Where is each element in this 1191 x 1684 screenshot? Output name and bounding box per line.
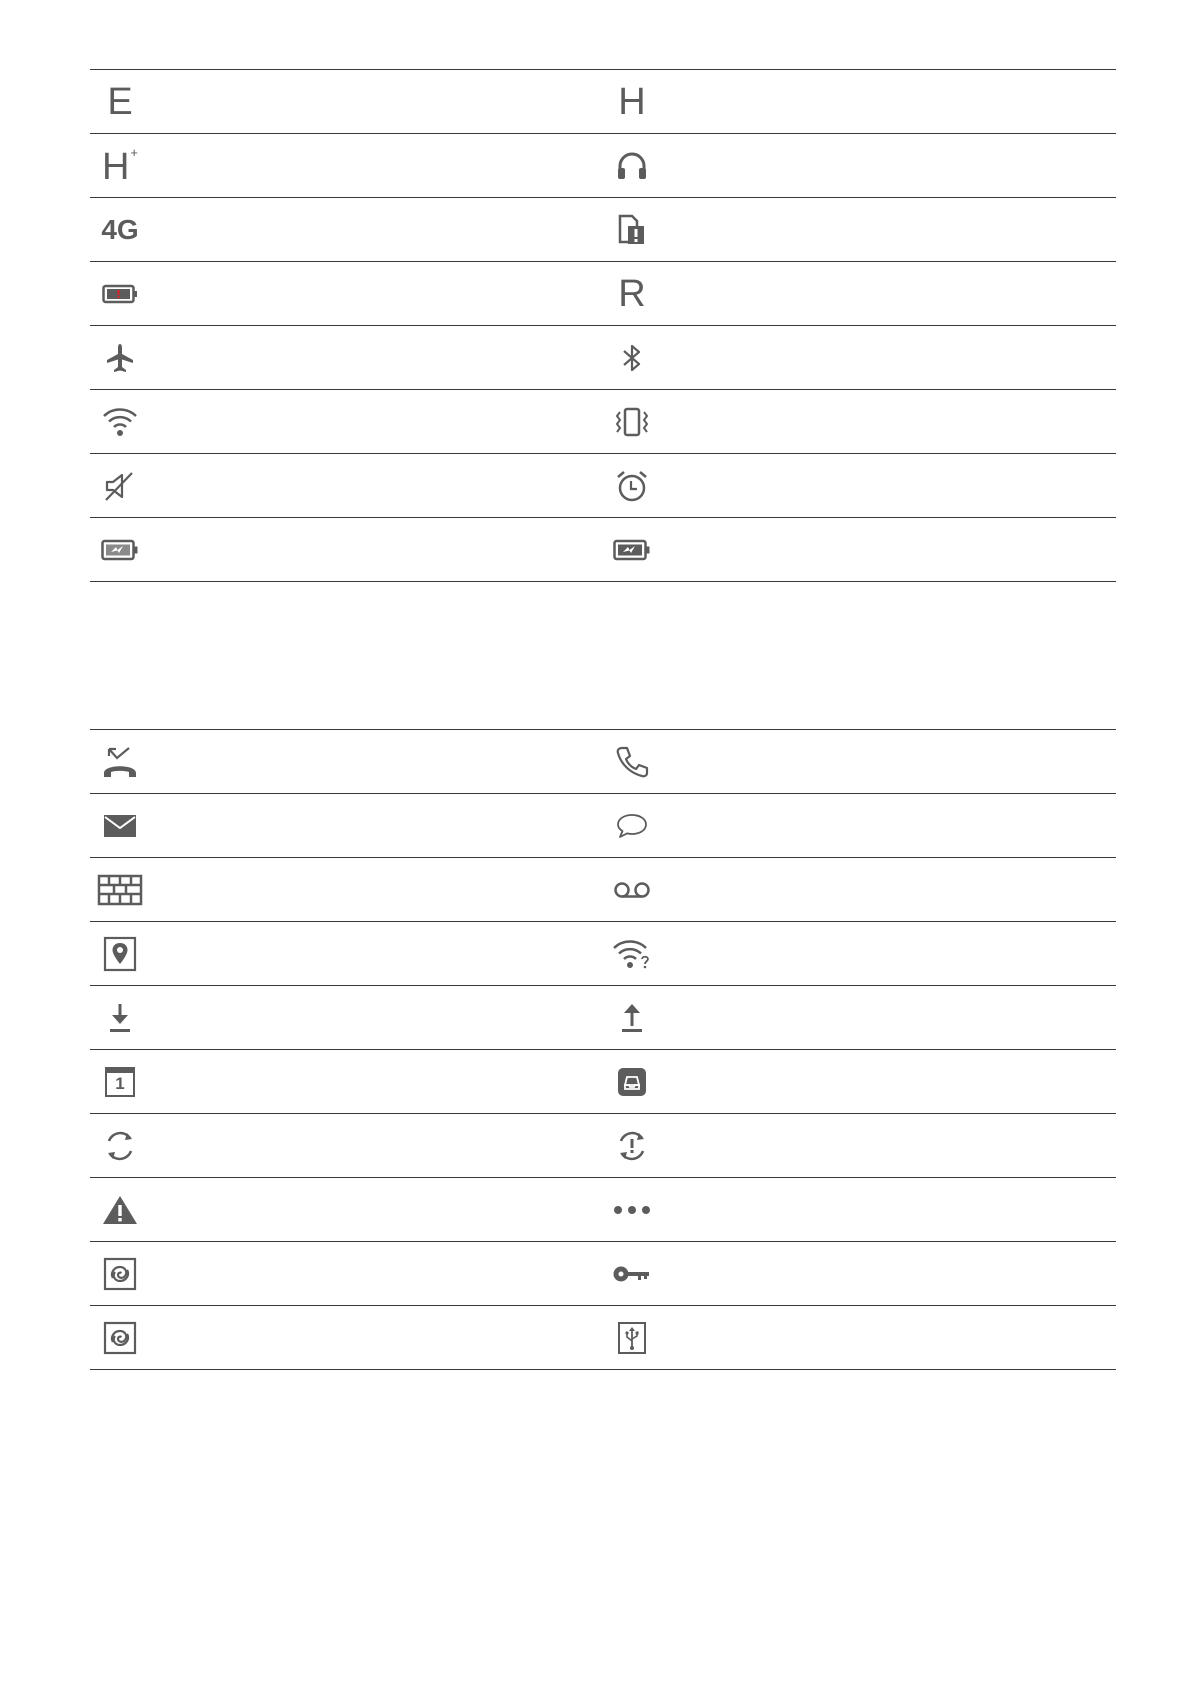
table-row — [90, 1114, 1116, 1178]
missed-call-icon — [100, 745, 140, 779]
notification-icons-table — [90, 729, 1116, 1370]
vibrate-icon — [613, 406, 651, 438]
calendar-icon: 1 — [105, 1067, 135, 1097]
message-icon — [615, 811, 649, 841]
table-row — [90, 70, 1116, 134]
sim-missing-icon — [617, 214, 647, 246]
vpn-key-icon — [612, 1262, 652, 1286]
table-row — [90, 454, 1116, 518]
more-icon — [612, 1204, 652, 1216]
firewall-icon — [97, 874, 143, 906]
call-icon — [615, 745, 649, 779]
sync-error-icon — [615, 1129, 649, 1163]
table-row — [90, 1242, 1116, 1306]
network-e-icon: E — [107, 80, 133, 123]
alarm-icon — [615, 469, 649, 503]
storage-full-icon — [616, 1066, 648, 1098]
table-row — [90, 730, 1116, 794]
battery-full-charging-icon — [613, 539, 651, 561]
location-icon — [103, 936, 137, 972]
table-row — [90, 1306, 1116, 1370]
email-icon — [102, 812, 138, 840]
table-row — [90, 326, 1116, 390]
sync-icon — [103, 1129, 137, 1163]
tethering-icon — [103, 1321, 137, 1355]
table-row — [90, 1178, 1116, 1242]
table-row — [90, 198, 1116, 262]
status-icons-table — [90, 69, 1116, 582]
battery-low-icon — [102, 283, 138, 305]
table-row — [90, 794, 1116, 858]
table-row — [90, 986, 1116, 1050]
upload-icon — [619, 1001, 645, 1035]
wifi-available-icon — [612, 939, 652, 969]
network-hplus-icon: H+ — [101, 144, 139, 188]
airplane-icon — [104, 342, 136, 374]
warning-icon — [102, 1194, 138, 1226]
voicemail-icon — [612, 879, 652, 901]
usb-icon — [617, 1321, 647, 1355]
hotspot-icon — [103, 1257, 137, 1291]
table-row — [90, 134, 1116, 198]
mute-icon — [103, 470, 137, 502]
table-row — [90, 858, 1116, 922]
battery-charging-icon — [101, 539, 139, 561]
network-4g-icon: 4G — [101, 213, 139, 245]
table-row — [90, 390, 1116, 454]
wifi-icon — [102, 407, 138, 437]
network-h-icon: H — [618, 80, 646, 123]
table-row — [90, 262, 1116, 326]
roaming-icon: R — [618, 272, 646, 315]
table-row — [90, 518, 1116, 582]
table-row — [90, 922, 1116, 986]
download-icon — [107, 1001, 133, 1035]
bluetooth-icon — [620, 342, 644, 374]
headset-icon — [615, 149, 649, 183]
table-row — [90, 1050, 1116, 1114]
